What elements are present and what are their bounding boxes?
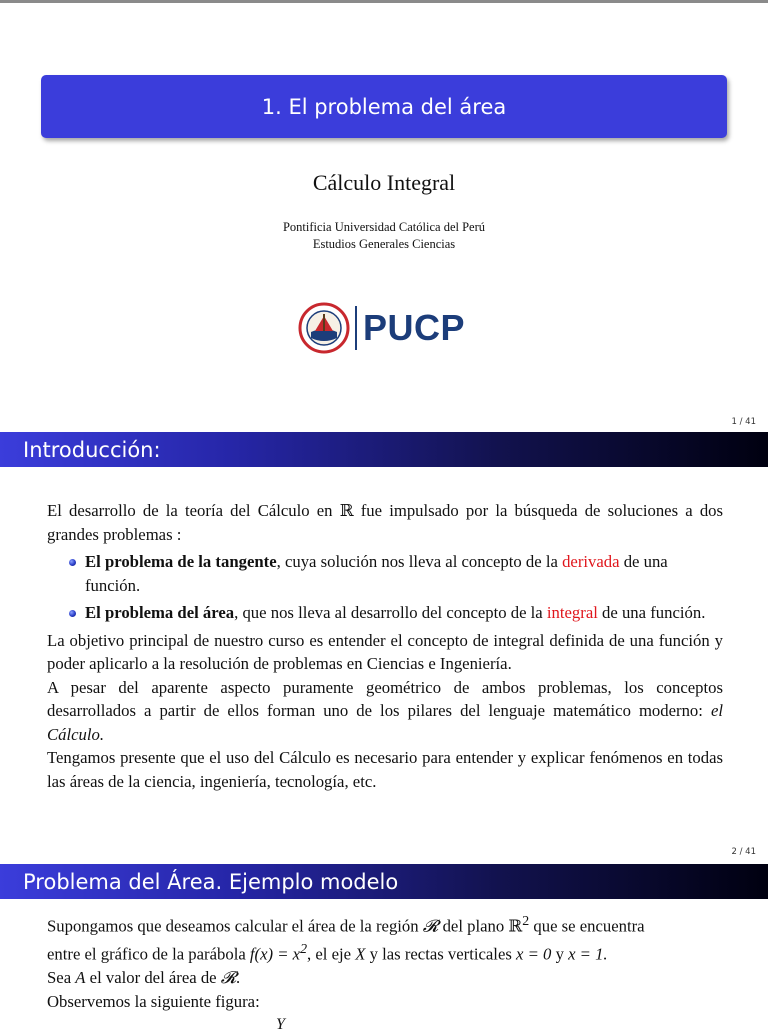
course-subtitle: Cálculo Integral <box>312 170 456 195</box>
page-number-1: 1 / 41 <box>731 417 756 427</box>
geometry-text: A pesar del aparente aspecto puramente geométrico de ambos problemas, los conceptos desarrollados a partir de ellos forman uno de los pilares del lenguaje matemático moderno: <box>47 677 723 720</box>
line1-pre: Supongamos que deseamos calcular el área de la región <box>47 916 419 936</box>
integral-term: integral <box>546 603 598 622</box>
line2-and: y <box>555 944 564 964</box>
list-item <box>47 550 723 597</box>
figure-axis-label: Y <box>276 1016 285 1033</box>
pucp-logo <box>297 302 472 354</box>
area-problem-body <box>47 910 723 1013</box>
pucp-seal-icon <box>297 302 351 354</box>
bullet-icon <box>69 610 76 617</box>
objective-paragraph: La objetivo principal de nuestro curso es entender el concepto de integral definida de una función y poder aplicarlo a la resolución de problemas en Ciencias e Ingeniería. <box>47 630 723 673</box>
calculus-italic: el Cálculo. <box>47 701 723 744</box>
bullet2-end: de una función. <box>602 603 706 622</box>
line3-region: 𝓡. <box>220 968 241 988</box>
logo-wordmark: PUCP <box>363 307 466 348</box>
plane-symbol: ℝ <box>508 916 523 936</box>
real-symbol: ℝ <box>339 501 354 520</box>
bullet2-text: , que nos lleva al desarrollo del concepto de la <box>234 603 543 622</box>
line2-mid: , el eje <box>307 944 352 964</box>
bullet1-text: , cuya solución nos lleva al concepto de la <box>276 552 558 571</box>
logo-divider <box>355 306 357 350</box>
intro-paragraph <box>47 499 723 546</box>
geometry-paragraph <box>47 676 723 747</box>
bullet1-end: de una función. <box>85 552 668 595</box>
frame-title-bar-area <box>0 864 768 899</box>
line2-mid2: y las rectas verticales <box>369 944 512 964</box>
line1-mid: del plano <box>442 916 505 936</box>
frame-title-bar-intro <box>0 432 768 467</box>
slide-title: 1. El problema del área <box>261 94 507 119</box>
bullet2-bold: El problema del área <box>85 603 235 622</box>
equation-x0: x = 0 <box>516 944 552 964</box>
area-line-1 <box>47 910 723 938</box>
region-symbol: 𝓡 <box>422 916 439 936</box>
area-line-4: Observemos la siguiente figura: <box>47 991 260 1011</box>
page-number-2: 2 / 41 <box>731 847 756 857</box>
institution-line-2: Estudios Generales Ciencias <box>312 237 456 251</box>
axis-symbol: X <box>355 944 366 964</box>
area-symbol: A <box>75 968 86 988</box>
problem-list <box>47 550 723 625</box>
usage-paragraph: Tengamos presente que el uso del Cálculo es necesario para entender y explicar fenómenos en todas las áreas de la ciencia, ingeniería, tecnología, etc. <box>47 748 723 791</box>
function-exponent: 2 <box>300 942 308 958</box>
slide-title-box <box>41 75 727 138</box>
area-line-2 <box>47 938 723 966</box>
line1-post: que se encuentra <box>533 916 645 936</box>
line3-post: el valor del área de <box>89 968 217 988</box>
intro-body <box>47 499 723 793</box>
frame-title-area: Problema del Área. Ejemplo modelo <box>23 869 399 894</box>
top-rule <box>0 0 768 3</box>
institution-line-1: Pontificia Universidad Católica del Perú <box>282 220 486 234</box>
plane-exponent: 2 <box>522 914 530 929</box>
function-expression: f(x) = x <box>249 944 301 964</box>
area-line-3 <box>47 966 723 990</box>
line2-pre: entre el gráfico de la parábola <box>47 944 246 964</box>
line3-pre: Sea <box>47 968 72 988</box>
list-item <box>47 601 723 625</box>
frame-title-intro: Introducción: <box>23 437 161 462</box>
equation-x1: x = 1. <box>568 944 608 964</box>
intro-text-post: fue impulsado por la búsqueda de soluciones a dos grandes problemas : <box>47 501 723 544</box>
derivative-term: derivada <box>562 552 620 571</box>
intro-text-pre: El desarrollo de la teoría del Cálculo en <box>47 501 333 520</box>
bullet-icon <box>69 559 76 566</box>
bullet1-bold: El problema de la tangente <box>85 552 277 571</box>
